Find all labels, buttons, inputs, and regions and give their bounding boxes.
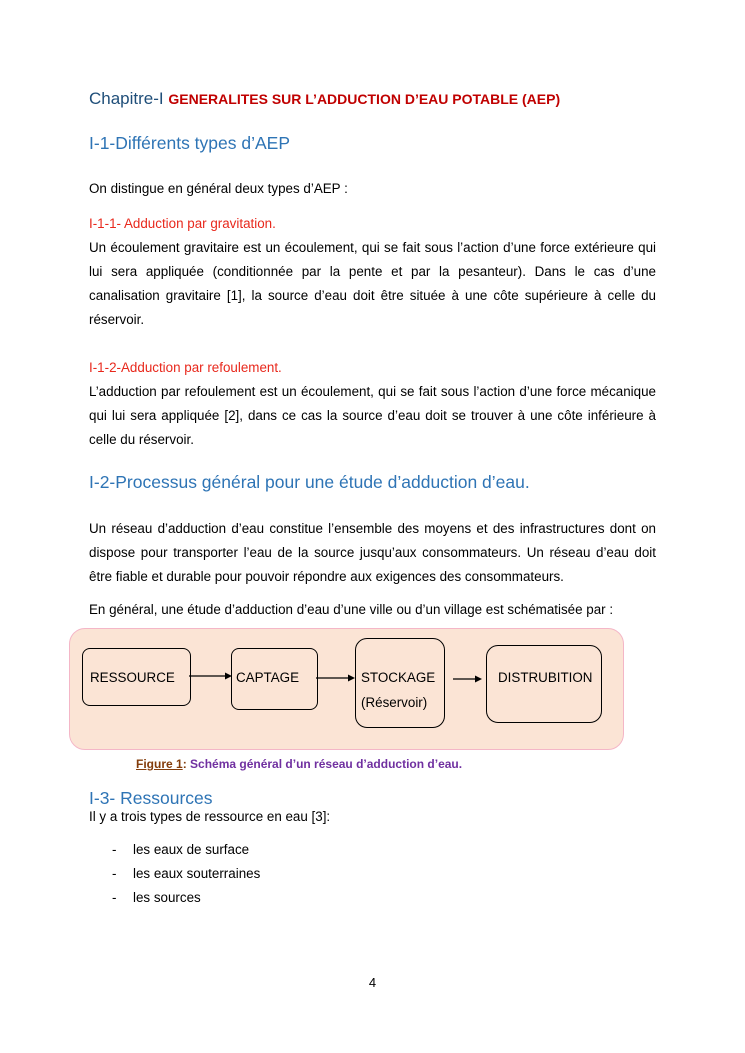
list-item-text: les eaux souterraines [133, 866, 261, 881]
arrow-stockage-distribution [453, 674, 483, 684]
chapter-prefix: Chapitre-I [89, 89, 169, 108]
figure-colon: : [182, 757, 187, 771]
box-stockage-sublabel: (Réservoir) [361, 695, 428, 710]
box-distribution [486, 645, 602, 723]
page-number: 4 [368, 975, 377, 990]
section3-heading: I-3- Ressources [89, 788, 213, 808]
figure-caption [136, 757, 462, 771]
list-bullet: - [112, 842, 117, 857]
subsection-refoulement-text: L’adduction par refoulement est un écoulement, qui se fait sous l’action d’une force mécanique qui lui sera appliquée [2], dans ce cas la source d’eau doit se trouver à une côte inférieure à celle du réservoir. [89, 384, 656, 447]
arrow-captage-stockage [316, 673, 356, 683]
arrow-ressource-captage [189, 671, 233, 681]
section1-heading: I-1-Différents types d’AEP [89, 133, 291, 153]
list-item [112, 866, 260, 881]
section2-paragraph-1: Un réseau d’adduction d’eau constitue l’ensemble des moyens et des infrastructures dont on dispose pour transporter l’eau de la source jusqu’aux consommateurs. Un réseau d’eau doit être fiable et durable pour pouvoir répondre aux exigences des consommateurs. [89, 521, 656, 584]
section2-heading: I-2-Processus général pour une étude d’adduction d’eau. [89, 472, 530, 492]
section3-intro: Il y a trois types de ressource en eau [3]: [89, 809, 331, 824]
box-stockage-label: STOCKAGE [361, 670, 436, 685]
list-bullet: - [112, 890, 117, 905]
list-bullet: - [112, 866, 117, 881]
box-ressource-label: RESSOURCE [90, 670, 175, 685]
box-ressource [82, 648, 191, 706]
figure-label: Figure 1 [136, 757, 183, 771]
box-distribution-label: DISTRUBITION [498, 670, 593, 685]
list-item [112, 842, 249, 857]
section2-paragraph-2: En général, une étude d’adduction d’eau d’une ville ou d’un village est schématisée par : [89, 602, 614, 617]
section1-intro: On distingue en général deux types d’AEP : [89, 181, 348, 196]
box-stockage [355, 638, 445, 728]
list-item-text: les eaux de surface [133, 842, 250, 857]
chapter-heading: GENERALITES SUR L’ADDUCTION D’EAU POTABLE (AEP) [168, 91, 561, 107]
process-diagram [69, 628, 624, 750]
chapter-title [89, 89, 560, 109]
subsection-refoulement-heading: I-1-2-Adduction par refoulement. [89, 360, 282, 375]
subsection-gravitation-text: Un écoulement gravitaire est un écoulement, qui se fait sous l’action d’une force extérieure qui lui sera appliquée (conditionnée par la pente et par la pesanteur). Dans le cas d’une canalisation gravitaire [1], la source d’eau doit être située à une côte supérieure à celle du réservoir. [89, 240, 656, 327]
figure-caption-text: Schéma général d’un réseau d’adduction d’eau. [186, 757, 463, 771]
list-item [112, 890, 201, 905]
list-item-text: les sources [133, 890, 201, 905]
box-captage [231, 648, 318, 710]
subsection-gravitation-heading: I-1-1- Adduction par gravitation. [89, 216, 276, 231]
box-captage-label: CAPTAGE [236, 670, 299, 685]
